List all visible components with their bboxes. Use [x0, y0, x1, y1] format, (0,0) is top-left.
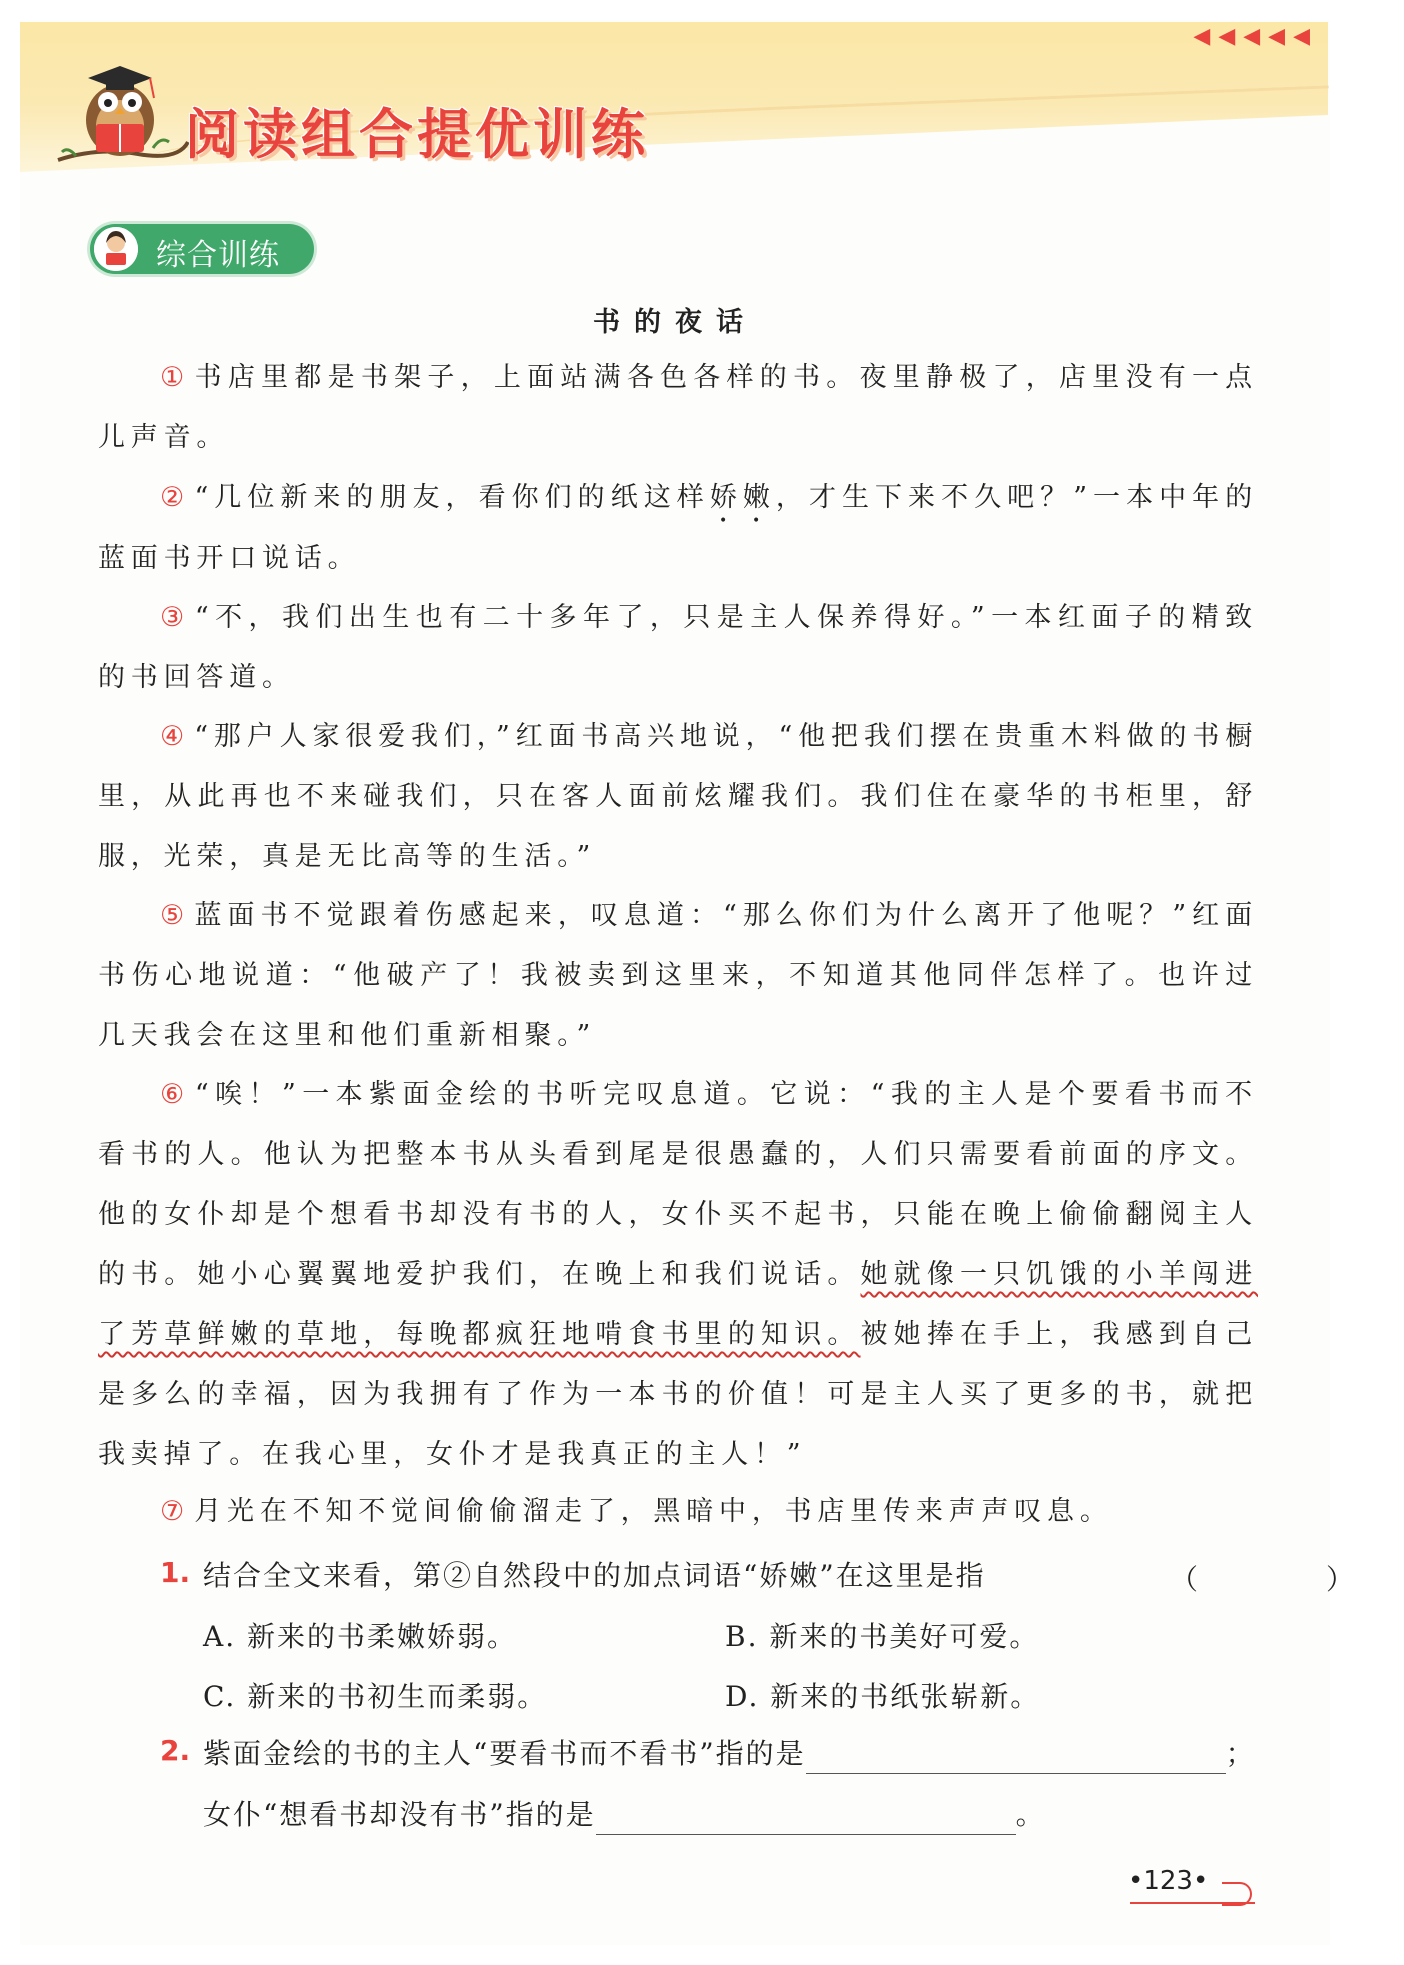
answer-blank[interactable] [596, 1800, 1016, 1835]
punctuation: ； [1225, 1737, 1256, 1770]
arrow-icon: ◀ [1218, 24, 1236, 49]
arrow-icon: ◀ [1268, 24, 1286, 49]
answer-blank[interactable] [806, 1739, 1226, 1774]
paragraph-7 [98, 1482, 1258, 1542]
paragraph-number: ④ [160, 721, 185, 752]
paragraph-number: ⑥ [160, 1079, 185, 1110]
paragraph-3 [98, 588, 1258, 708]
paragraph-text: “几位新来的朋友，看你们的纸这样 [194, 482, 710, 513]
paragraph-text: “唉！”一本紫面金绘的书听完叹息道。它说：“我的主人是个要看书而不看书的人。他认为把整本书从头看到尾是很愚蠢的，人们只需要看前面的序文。他的女仆却是个想看书却没有书的人，女仆买不起书，只能在晚上偷偷翻阅主人的书。她小心翼翼地爱护我们，在晚上和我们说话。 [98, 1079, 1258, 1290]
punctuation: 。 [1015, 1798, 1046, 1831]
option-d[interactable]: D. 新来的书纸张崭新。 [725, 1680, 1041, 1713]
arrow-icon: ◀ [1243, 24, 1261, 49]
emphasized-word: 娇嫩 [709, 482, 776, 513]
option-c[interactable]: C. 新来的书初生而柔弱。 [203, 1680, 548, 1713]
paragraph-text: “不，我们出生也有二十多年了，只是主人保养得好。”一本红面子的精致的书回答道。 [98, 602, 1258, 693]
paragraph-number: ③ [160, 602, 185, 633]
question-number: 2. [160, 1734, 191, 1767]
section-badge [90, 224, 314, 274]
page-title: 阅读组合提优训练 [185, 103, 649, 166]
girl-reading-icon [94, 227, 138, 271]
question-1-text: 结合全文来看，第②自然段中的加点词语“娇嫩”在这里是指 [203, 1559, 986, 1592]
paragraph-number: ① [160, 362, 185, 393]
arrow-icon: ◀ [1293, 24, 1310, 49]
header-arrows [1193, 26, 1310, 48]
paragraph-2 [98, 468, 1258, 589]
option-b[interactable]: B. 新来的书美好可爱。 [725, 1620, 1040, 1653]
paragraph-text: ，才生下来不久吧？”一本中年的蓝面书开口说话。 [98, 482, 1258, 574]
paragraph-number: ② [160, 482, 185, 513]
question-2-line-2 [203, 1795, 1046, 1835]
owl-reading-icon [58, 42, 188, 182]
page-number: •123• [1128, 1866, 1209, 1896]
paragraph-text: 书店里都是书架子，上面站满各色各样的书。夜里静极了，店里没有一点儿声音。 [98, 362, 1258, 453]
question-number: 1. [160, 1556, 191, 1589]
arrow-icon: ◀ [1193, 24, 1211, 49]
paragraph-text: “那户人家很爱我们，”红面书高兴地说，“他把我们摆在贵重木料做的书橱里，从此再也不来碰我们，只在客人面前炫耀我们。我们住在豪华的书柜里，舒服，光荣，真是无比高等的生活。” [98, 721, 1258, 872]
paragraph-number: ⑦ [160, 1496, 185, 1527]
paragraph-text: 月光在不知不觉间偷偷溜走了，黑暗中，书店里传来声声叹息。 [194, 1496, 1113, 1527]
question-2-line-1 [203, 1734, 1256, 1774]
wavy-underlined-sentence: 她就像一只饥饿的小羊闯进了芳草鲜嫩的草地，每晚都疯狂地啃食书里的知识。 [98, 1259, 1258, 1350]
paragraph-text: 被她捧在手上，我感到自己是多么的幸福，因为我拥有了作为一本书的价值！可是主人买了更多的书，就把我卖掉了。在我心里，女仆才是我真正的主人！” [98, 1319, 1258, 1470]
paragraph-text: 蓝面书不觉跟着伤感起来，叹息道：“那么你们为什么离开了他呢？”红面书伤心地说道：“他破产了！我被卖到这里来，不知道其他同伴怎样了。也许过几天我会在这里和他们重新相聚。” [98, 900, 1258, 1051]
page-corner-hook [1222, 1882, 1252, 1906]
paragraph-number: ⑤ [160, 900, 185, 931]
question-text: 女仆“想看书却没有书”指的是 [203, 1798, 596, 1831]
paragraph-4 [98, 707, 1258, 887]
passage-title: 书的夜话 [593, 307, 757, 338]
paragraph-1 [98, 348, 1258, 468]
paragraph-5 [98, 886, 1258, 1066]
question-text: 紫面金绘的书的主人“要看书而不看书”指的是 [203, 1737, 806, 1770]
paragraph-6 [98, 1065, 1258, 1485]
section-label: 综合训练 [156, 238, 280, 273]
answer-paren[interactable]: （ ） [1170, 1563, 1404, 1596]
option-a[interactable]: A. 新来的书柔嫩娇弱。 [203, 1620, 518, 1653]
